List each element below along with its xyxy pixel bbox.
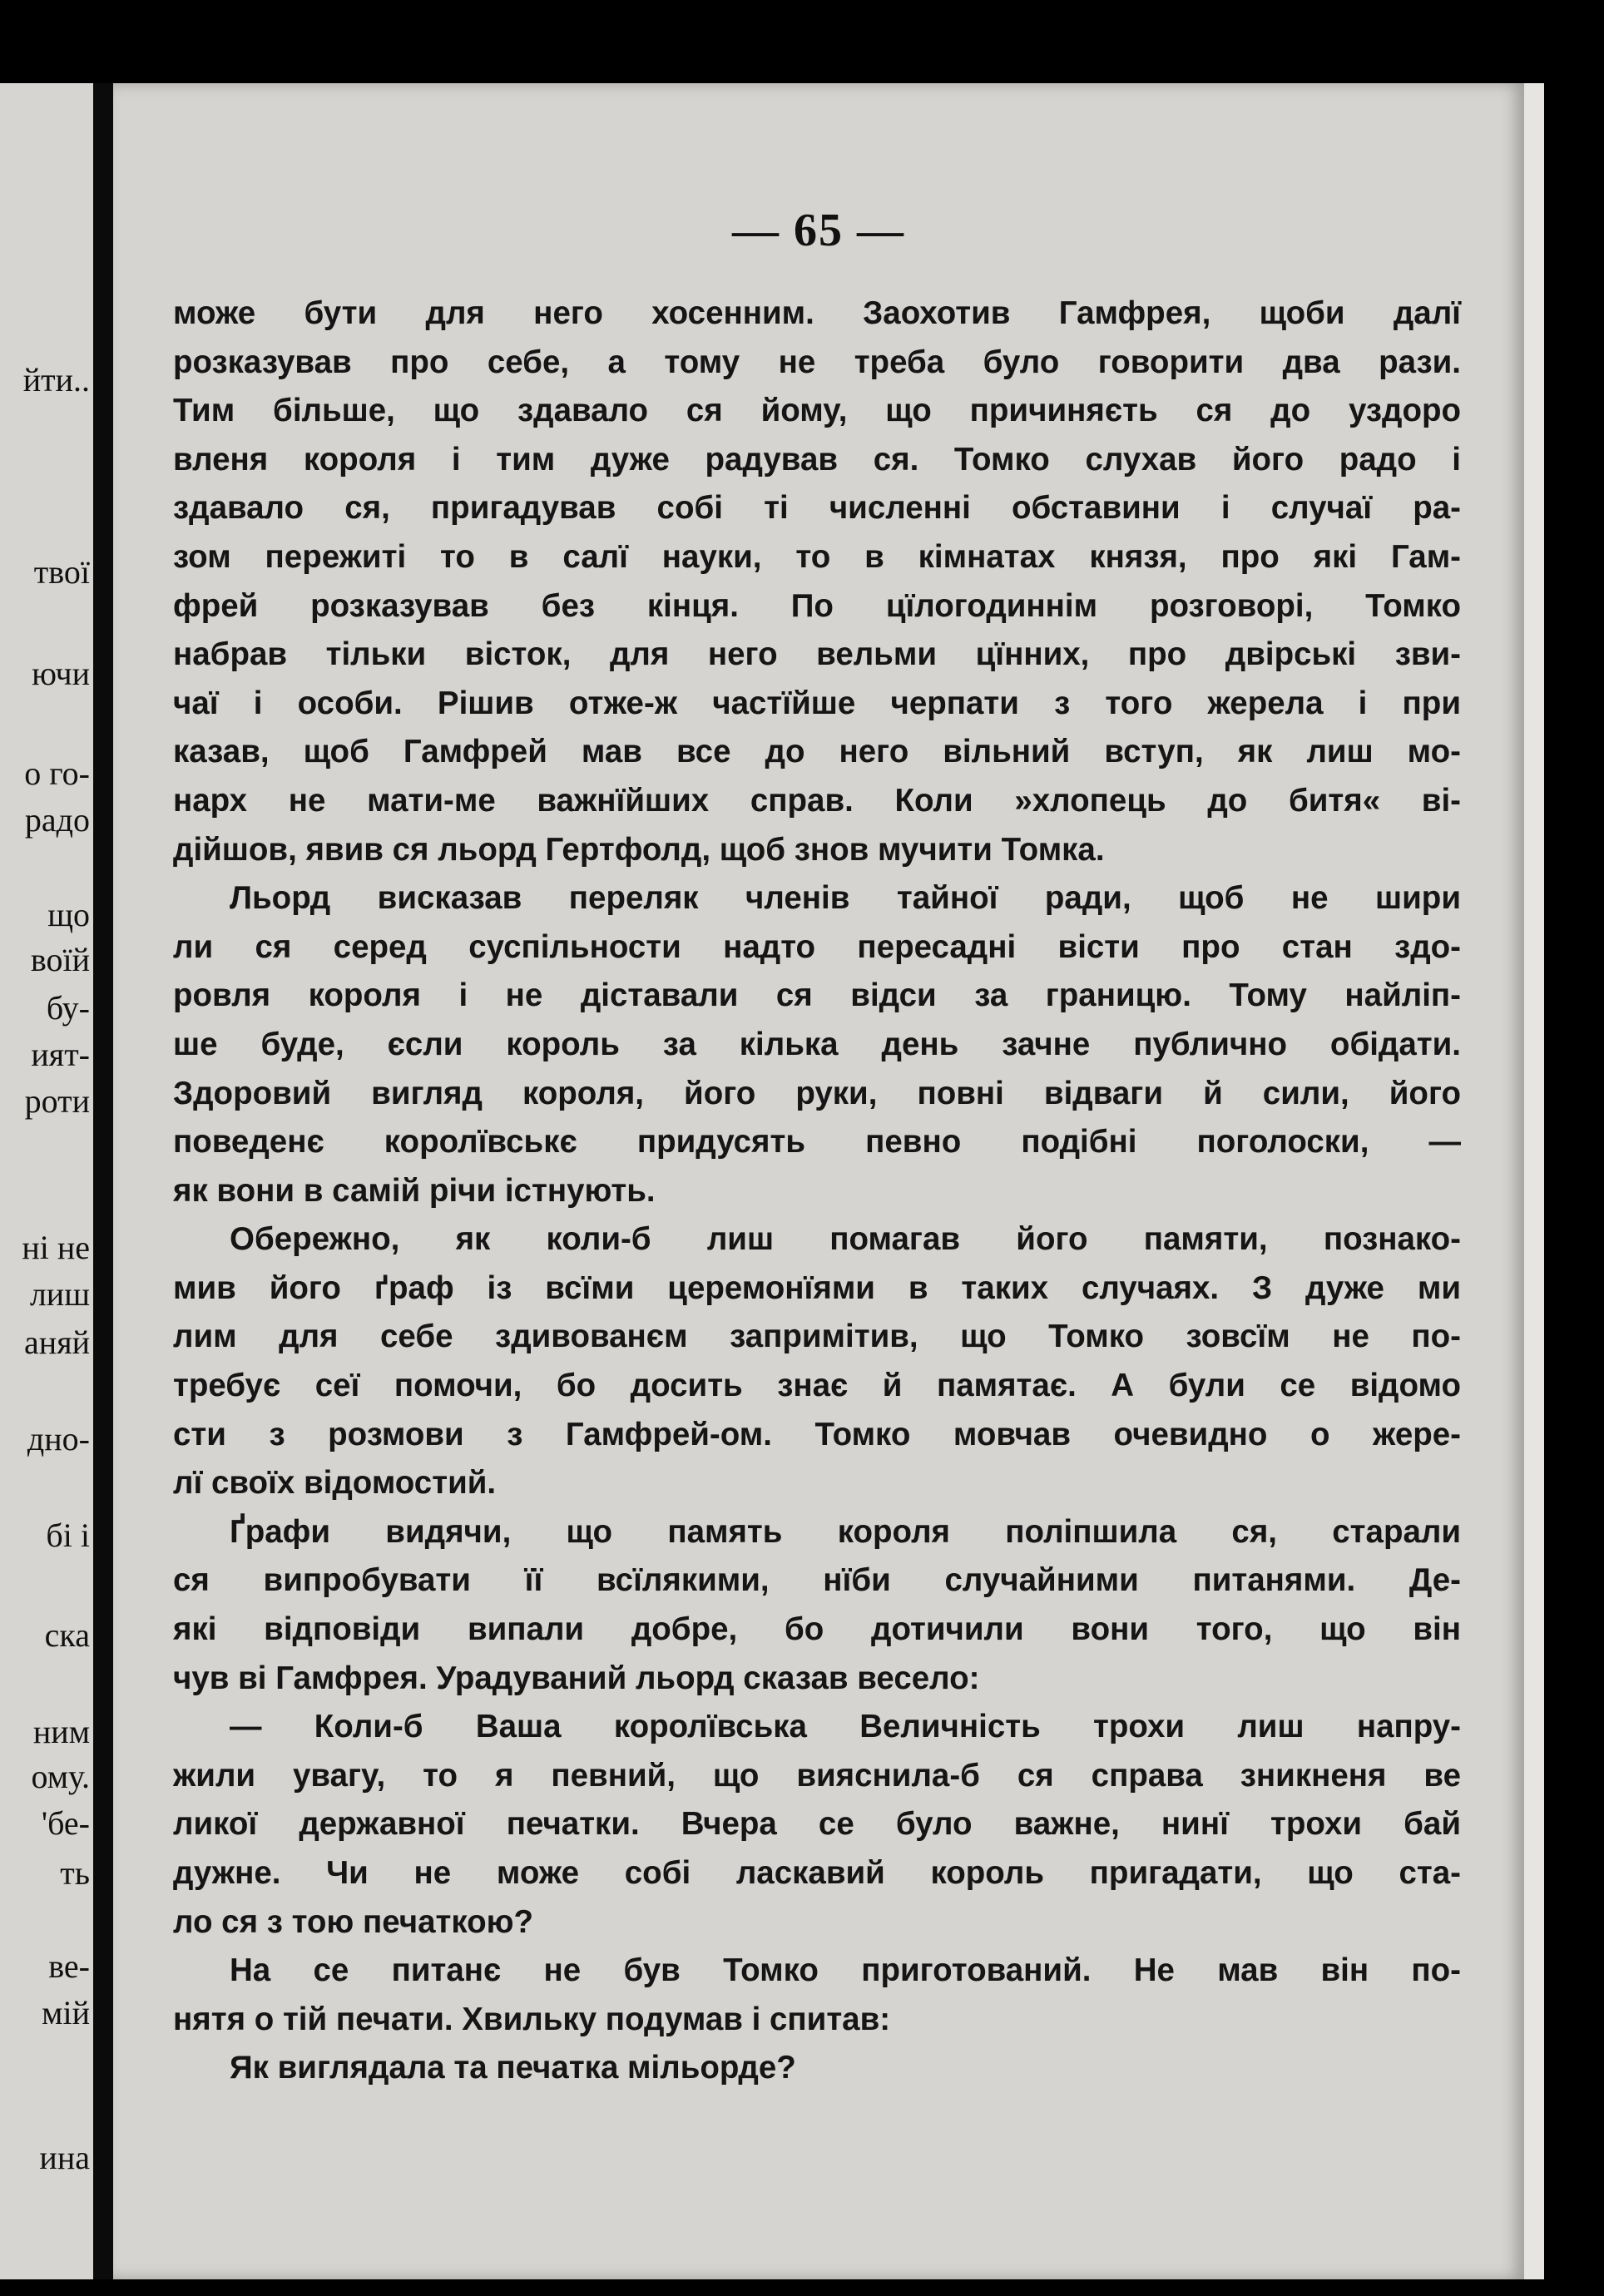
adjacent-page-fragment: ним xyxy=(32,1713,90,1750)
text-line: ся випробувати її всїлякими, нїби случайними питанями. Де- xyxy=(173,1562,1461,1599)
text-line: здавало ся, пригадував собі ті численні обставини і случаї ра- xyxy=(173,490,1461,527)
adjacent-page-fragment: ть xyxy=(60,1854,90,1892)
adjacent-page-fragment: ина xyxy=(39,2139,90,2176)
page-edge xyxy=(1524,83,1544,2279)
adjacent-page-fragment: що xyxy=(47,896,90,933)
text-line: чаї і особи. Рішив отже-ж частїйше черпати з того жерела і при xyxy=(173,685,1461,721)
text-line: дужне. Чи не може собі ласкавий король пригадати, що ста- xyxy=(173,1855,1461,1891)
body-text xyxy=(173,289,1461,2093)
text-line: требує сеї помочи, бо досить знає й памятає. А були се відомо xyxy=(173,1368,1461,1404)
text-line: ло ся з тою печаткою? xyxy=(173,1903,534,1940)
text-line: зом пережиті то в салї науки, то в кімнатах князя, про які Гам- xyxy=(173,538,1461,575)
text-line: поведенє королївськє придусять певно подібні поголоски, — xyxy=(173,1124,1461,1160)
text-line: жили увагу, то я певний, що вияснила-б ся справа зникненя ве xyxy=(173,1757,1461,1794)
adjacent-page-fragment: воїй xyxy=(30,941,90,978)
adjacent-page-fragment: 'бе- xyxy=(41,1804,90,1842)
adjacent-page-fragment: ому. xyxy=(31,1758,90,1795)
text-line: Ґрафи видячи, що память короля поліпшила ся, старали xyxy=(230,1513,1461,1550)
text-line: вленя короля і тим дуже радував ся. Томко слухав його радо і xyxy=(173,441,1461,478)
adjacent-page-fragment: ні не xyxy=(22,1229,90,1266)
text-line: які відповіди випали добре, бо дотичили вони того, що він xyxy=(173,1611,1461,1648)
adjacent-page-fragment: ият- xyxy=(31,1036,90,1073)
text-line: На се питанє не був Томко приготований. Не мав він по- xyxy=(230,1952,1461,1989)
text-line: дійшов, явив ся льорд Гертфолд, щоб знов мучити Томка. xyxy=(173,831,1105,868)
adjacent-page-strip xyxy=(0,83,93,2279)
text-line: розказував про себе, а тому не треба було говорити два рази. xyxy=(173,344,1461,380)
book-page xyxy=(113,83,1524,2279)
adjacent-page-fragment: йти.. xyxy=(22,361,90,398)
text-line: Обережно, як коли-б лиш помагав його памяти, познако- xyxy=(230,1221,1461,1258)
adjacent-page-fragment: мій xyxy=(42,1994,90,2031)
adjacent-page-fragment: лиш xyxy=(29,1275,90,1313)
text-line: Здоровий вигляд короля, його руки, повні відваги й сили, його xyxy=(173,1075,1461,1111)
text-line: як вони в самій річи істнують. xyxy=(173,1172,656,1209)
text-line: ше буде, єсли король за кілька день зачне публично обідати. xyxy=(173,1026,1461,1062)
adjacent-page-fragment: ве- xyxy=(48,1947,90,1985)
text-line: набрав тільки вісток, для него вельми цїнних, про двірські зви- xyxy=(173,636,1461,673)
text-line: Льорд висказав переляк членів тайної ради, щоб не шири xyxy=(230,880,1461,917)
text-line: лї своїх відомостий. xyxy=(173,1465,497,1502)
text-line: ликої державної печатки. Вчера се було важне, нинї трохи бай xyxy=(173,1806,1461,1843)
text-line: ровля короля і не діставали ся відси за границю. Тому найліп- xyxy=(173,977,1461,1014)
text-line: сти з розмови з Гамфрей-ом. Томко мовчав очевидно о жере- xyxy=(173,1416,1461,1452)
text-line: фрей розказував без кінця. По цїлогодиннім розговорі, Томко xyxy=(173,587,1461,624)
text-line: Як виглядала та печатка мільорде? xyxy=(230,2050,796,2086)
text-line: чув ві Гамфрея. Урадуваний льорд сказав весело: xyxy=(173,1660,980,1696)
adjacent-page-fragment: радо xyxy=(24,801,90,839)
adjacent-page-fragment: роти xyxy=(24,1082,90,1120)
text-line: Тим більше, що здавало ся йому, що причиняєть ся до уздоро xyxy=(173,393,1461,429)
page-number: — 65 — xyxy=(732,205,905,256)
text-line: лим для себе здивованєм запримітив, що Томко зовсїм не по- xyxy=(173,1319,1461,1355)
adjacent-page-fragment: ска xyxy=(44,1616,90,1654)
adjacent-page-fragment: ючи xyxy=(32,655,90,692)
adjacent-page-fragment: бу- xyxy=(46,989,90,1027)
adjacent-page-fragment: о го- xyxy=(24,755,90,792)
text-line: казав, щоб Гамфрей мав все до него вільний вступ, як лиш мо- xyxy=(173,734,1461,770)
text-line: може бути для него хосенним. Заохотив Гамфрея, щоби далї xyxy=(173,295,1461,331)
adjacent-page-fragment: твої xyxy=(33,553,90,591)
text-line: мив його ґраф із всїми церемонїями в таких случаях. З дуже ми xyxy=(173,1269,1461,1306)
text-line: ли ся серед суспільности надто пересадні вісти про стан здо- xyxy=(173,928,1461,965)
adjacent-page-fragment: дно- xyxy=(27,1420,90,1457)
book-gutter xyxy=(93,83,113,2279)
text-line: нятя о тій печати. Хвильку подумав і спитав: xyxy=(173,2001,891,2037)
text-line: — Коли-б Ваша королївська Величність трохи лиш напру- xyxy=(230,1709,1461,1745)
adjacent-page-fragment: бі і xyxy=(46,1517,90,1554)
text-line: нарх не мати-ме важнїйших справ. Коли »хлопець до битя« ві- xyxy=(173,782,1461,819)
adjacent-page-fragment: аняй xyxy=(24,1324,90,1361)
